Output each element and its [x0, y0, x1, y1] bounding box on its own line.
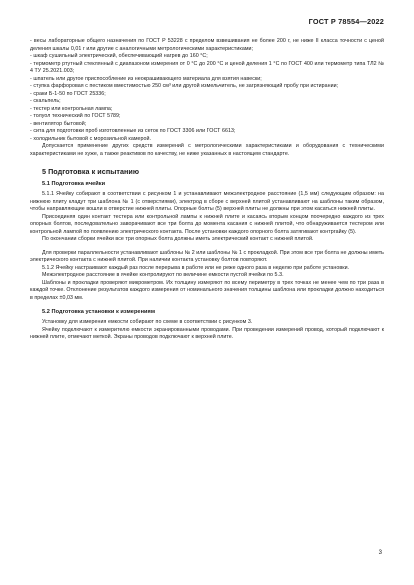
paragraph: - холодильник бытовой с морозильной камерой. [30, 135, 152, 142]
paragraph: - вентилятор бытовой; [30, 120, 87, 127]
paragraph: Присоединяя один контакт тестера или контрольной лампы к нижней плите и касаясь вторым концом поочередно каждого из трех опорных болтов, последовательно заворачивают все три болта до момента касания с нижней плитой, что обнаруживается тестером или контрольной лампой по появлению электрического контакта. После установки каждого опорного болта затягивают контргайку (5). [30, 213, 384, 235]
paragraph: Установку для измерения емкости собирают по схеме в соответствии с рисунком 3. [42, 319, 253, 325]
document-body [30, 38, 384, 342]
paragraph: Шаблоны и прокладки проверяют микрометром. Их толщину измеряют по всему периметру в трех точках не менее чем по три раза в каждой точке. Отклонение результатов каждого измерения от номинального значения толщины шаблона или прокладки должно находиться в пределах ±0,03 мм. [30, 279, 384, 301]
paragraph: - термометр ртутный стеклянный с диапазоном измерения от 0 °С до 200 °С и ценой деления 1 °С по ГОСТ 400 или термометр типа ТЛ2 № 4 ТУ 25.2021.003; [30, 60, 384, 74]
paragraph: Ячейку подключают к измерителю емкости экранированными проводами. При проведении измерений провод, который подключают к нижней плите, отмечают меткой. Экраны проводов подключают к верхней плите. [30, 326, 384, 340]
paragraph: - тестер или контрольная лампа; [30, 105, 113, 112]
spacer [30, 158, 384, 167]
paragraph: Для проверки параллельности устанавливают шаблоны № 2 или шаблоны № 1 с прокладкой. При этом все три болта не должны иметь электрического контакта с нижней плитой. При наличии контакта установку болтов повторяют. [30, 249, 384, 263]
paragraph: - скальпель; [30, 98, 61, 104]
paragraph: - весы лабораторные общего назначения по ГОСТ Р 53228 с пределом взвешивания не более 200 г, не ниже II класса точности с ценой деления шкалы 0,01 г или другие с аналогичными метрологическими характеристиками; [30, 38, 384, 52]
paragraph: По окончании сборки ячейки все три опорных болта должны иметь электрический контакт с нижней плитой. [42, 236, 314, 242]
paragraph: 5.1.2 Ячейку настраивают каждый раз после перерыва в работе или не реже одного раза в неделю при работе установки. [42, 264, 350, 271]
page-number: 3 [378, 550, 382, 556]
paragraph: - шкаф сушильный электрический, обеспечивающий нагрев до 160 °С; [30, 53, 208, 59]
paragraph: 5.1.1 Ячейку собирают в соответствии с рисунком 1 и устанавливают межэлектродное расстояние (1,5 мм) следующим образом: на нижнюю плиту кладут три шаблона № 1 (с отверстиями), электрод в сборе с верхней плитой устанавливают на шаблоны таким образом, чтобы направляющие вошли в отверстие нижней плиты. Опорные болты (5) верхней плиты не должны при этом касаться нижней плиты. [30, 191, 384, 212]
paragraph: - сита для подготовки проб изготовленные из сеток по ГОСТ 3306 или ГОСТ 6613; [30, 128, 236, 134]
paragraph: - шпатель или другое приспособление из неокрашивающего материала для взятия навески; [30, 75, 262, 82]
paragraph: Межэлектродное расстояние в ячейке контролируют по величине емкости пустой ячейки по 5.3. [42, 272, 284, 278]
subsection-heading: 5.2 Подготовка установки к измерениям [42, 309, 156, 315]
paragraph: - толуол технический по ГОСТ 5789; [30, 113, 121, 119]
standard-id: ГОСТ Р 78554—2022 [308, 17, 384, 26]
paragraph: - сраки Б-1-50 по ГОСТ 25336; [30, 90, 106, 97]
paragraph: Допускается применение других средств измерений с метрологическими характеристиками и оборудования с техническими характеристиками не хуже, а также реактивов по качеству, не ниже указанных в настоящем стандарте. [30, 143, 384, 157]
subsection-heading: 5.1 Подготовка ячейки [42, 181, 106, 187]
section-heading: 5 Подготовка к испытанию [42, 167, 140, 176]
paragraph: - ступка фарфоровая с пестиком вместимостью 250 см³ или другой измельчитель, не загрязняющий пробу при истирании; [30, 83, 339, 89]
